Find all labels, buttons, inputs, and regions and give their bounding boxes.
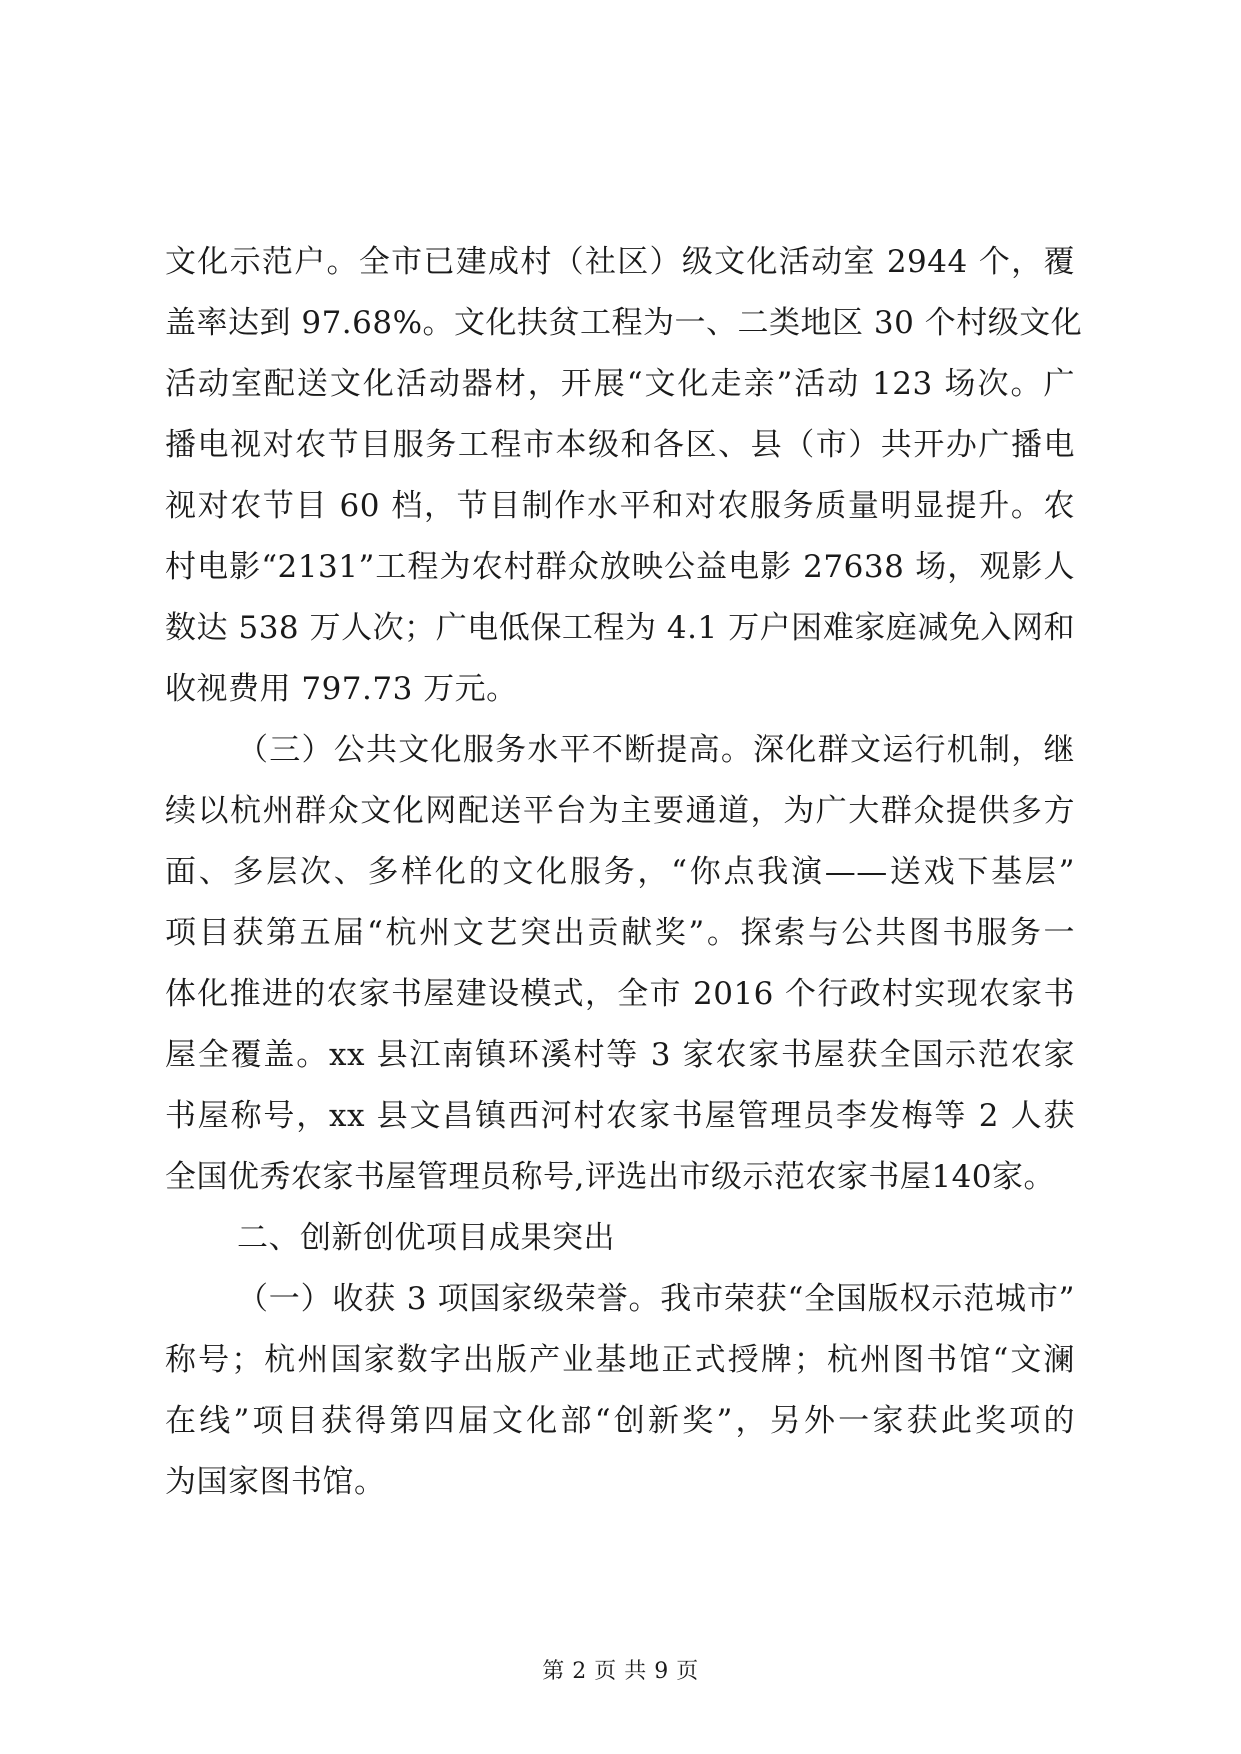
section-heading: 二、创新创优项目成果突出: [237, 1220, 615, 1256]
text-line: 为国家图书馆。: [165, 1464, 386, 1500]
body-text: [165, 232, 1083, 1513]
text-line: 在线”项目获得第四届文化部“创新奖”，另外一家获此奖项的: [165, 1403, 1075, 1439]
text-line: 视对农节目 60 档，节目制作水平和对农服务质量明显提升。农: [165, 488, 1075, 524]
text-line: 文化示范户。全市已建成村（社区）级文化活动室 2944 个，覆: [165, 244, 1075, 280]
text-line: 村电影“2131”工程为农村群众放映公益电影 27638 场，观影人: [165, 549, 1075, 585]
paragraph-start-line: （三）公共文化服务水平不断提高。深化群文运行机制，继: [237, 732, 1075, 768]
text-line: 收视费用 797.73 万元。: [165, 671, 518, 707]
text-line: 屋全覆盖。xx 县江南镇环溪村等 3 家农家书屋获全国示范农家: [165, 1037, 1075, 1073]
text-line: 称号；杭州国家数字出版产业基地正式授牌；杭州图书馆“文澜: [165, 1342, 1075, 1378]
text-line: 体化推进的农家书屋建设模式，全市 2016 个行政村实现农家书: [165, 976, 1075, 1012]
text-line: 全国优秀农家书屋管理员称号,评选出市级示范农家书屋140家。: [165, 1159, 1056, 1195]
text-line: 书屋称号，xx 县文昌镇西河村农家书屋管理员李发梅等 2 人获: [165, 1098, 1075, 1134]
text-line: 数达 538 万人次；广电低保工程为 4.1 万户困难家庭减免入网和: [165, 610, 1075, 646]
text-line: 活动室配送文化活动器材，开展“文化走亲”活动 123 场次。广: [165, 366, 1075, 402]
page-number-footer: 第 2 页 共 9 页: [542, 1659, 699, 1684]
text-line: 播电视对农节目服务工程市本级和各区、县（市）共开办广播电: [165, 427, 1075, 463]
text-line: 续以杭州群众文化网配送平台为主要通道，为广大群众提供多方: [165, 793, 1075, 829]
text-line: 盖率达到 97.68%。文化扶贫工程为一、二类地区 30 个村级文化: [165, 305, 1083, 341]
text-line: 面、多层次、多样化的文化服务，“你点我演——送戏下基层”: [165, 854, 1075, 890]
text-line: 项目获第五届“杭州文艺突出贡献奖”。探索与公共图书服务一: [165, 915, 1075, 951]
paragraph-start-line: （一）收获 3 项国家级荣誉。我市荣获“全国版权示范城市”: [237, 1281, 1075, 1317]
